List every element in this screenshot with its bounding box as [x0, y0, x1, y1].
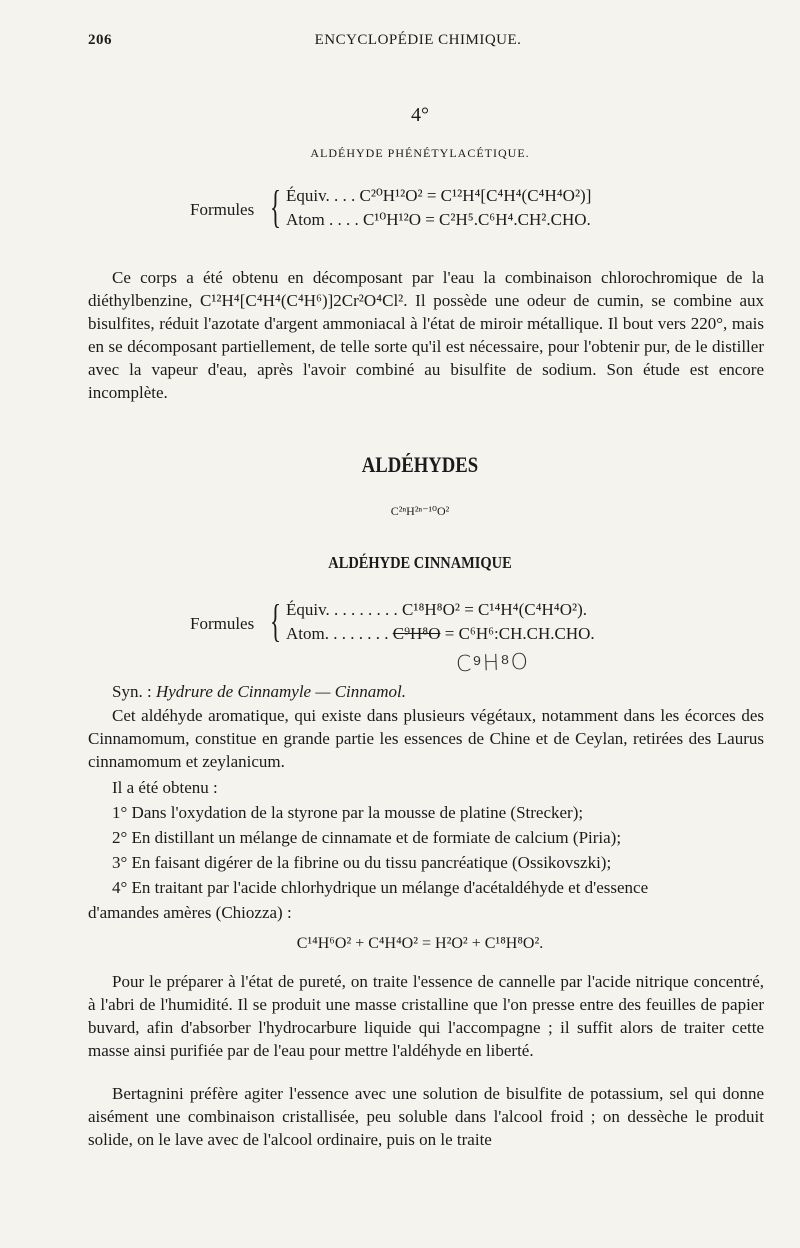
formula-atom: Atom . . . . C¹⁰H¹²O = C²H⁵.C⁶H⁴.CH².CHO.	[286, 210, 591, 229]
section-title: ALDÉHYDE PHÉNÉTYLACÉTIQUE.	[310, 146, 530, 160]
list-item: 1° Dans l'oxydation de la styrone par la mousse de platine (Strecker);	[112, 803, 584, 822]
syn-label: Syn. :	[112, 682, 152, 701]
list-item: 3° En faisant digérer de la fibrine ou du tissu pancréatique (Ossikovszki);	[112, 853, 612, 872]
formula-atom	[286, 624, 595, 644]
general-formula: C²ⁿH²ⁿ⁻¹⁰O²	[390, 504, 450, 518]
atom-formula: = C⁶H⁶:CH.CH.CHO.	[440, 624, 595, 643]
paragraph-intro	[88, 704, 764, 773]
heading-aldehydes: ALDÉHYDES	[361, 452, 479, 477]
preparation-text: Pour le préparer à l'état de pureté, on traite l'essence de cannelle par l'acide nitrique concentré, à l'abri de l'humidité. Il se produit une masse cristalline que l'on presse entre des feuilles de papier buvard, afin d'absorber l'hydrocarbure liquide qui l'accompagne ; il suffit alors de traiter cette masse ainsi purifiée par de l'eau pour mettre l'aldéhyde en liberté.	[88, 972, 764, 1060]
formulas-label: Formules	[190, 614, 255, 633]
paragraph-preparation	[88, 970, 764, 1062]
brace-glyph: {	[270, 595, 282, 646]
reaction-equation: C¹⁴H⁶O² + C⁴H⁴O² = H²O² + C¹⁸H⁸O².	[296, 935, 544, 952]
paragraph-phenetyl	[88, 266, 764, 404]
formula-equiv: Équiv. . . . C²⁰H¹²O² = C¹²H⁴[C⁴H⁴(C⁴H⁴O²)]	[286, 186, 592, 205]
formulas-label: Formules	[190, 200, 255, 219]
page-number: 206	[88, 32, 112, 48]
syn-names: Hydrure de Cinnamyle — Cinnamol.	[155, 682, 407, 701]
struck-formula: C⁹H⁸O	[392, 624, 441, 643]
brace-glyph: {	[270, 181, 282, 232]
running-title: ENCYCLOPÉDIE CHIMIQUE.	[314, 32, 522, 48]
obtained-list	[88, 775, 764, 925]
intro-text: Cet aldéhyde aromatique, qui existe dans plusieurs végétaux, notamment dans les écorces des Cinnamomum, constitue en grande partie les essences de Chine et de Ceylan, retirées des Laurus cinnamomum et zeylanicum.	[88, 706, 764, 771]
atom-label: Atom. . . . . . . .	[286, 624, 393, 643]
formula-equiv: Équiv. . . . . . . . . C¹⁸H⁸O² = C¹⁴H⁴(C⁴H⁴O²).	[286, 600, 588, 619]
list-item: 4° En traitant par l'acide chlorhydrique un mélange d'acétaldéhyde et d'essence	[112, 878, 649, 897]
list-item: 2° En distillant un mélange de cinnamate et de formiate de calcium (Piria);	[112, 828, 622, 847]
obtained-lead: Il a été obtenu :	[112, 778, 218, 797]
paragraph-bertagnini	[88, 1082, 764, 1151]
section-number: 4°	[411, 104, 429, 126]
list-item-cont: d'amandes amères (Chiozza) :	[88, 903, 292, 922]
synonyms-line	[88, 680, 764, 703]
handwritten-annotation: C⁹H⁸O	[455, 649, 530, 678]
paragraph-text: Ce corps a été obtenu en décomposant par l'eau la combinaison chlorochromique de la diéthylbenzine, C¹²H⁴[C⁴H⁴(C⁴H⁶)]2Cr²O⁴Cl². Il possède une odeur de cumin, se combine aux bisulfites, réduit l'azotate d'argent ammoniacal à l'état de miroir métallique. Il bout vers 220°, mais en se décomposant partiellement, de telle sorte qu'il est nécessaire, pour l'obtenir pur, de le distiller avec la vapeur d'eau, après l'avoir combiné au bisulfite de sodium. Son étude est encore incomplète.	[88, 268, 764, 402]
heading-cinnamic: ALDÉHYDE CINNAMIQUE	[328, 553, 512, 572]
page-header	[88, 32, 748, 56]
bertagnini-text: Bertagnini préfère agiter l'essence avec une solution de bisulfite de potassium, sel qui donne aisément une combinaison cristallisée, peu soluble dans l'alcool froid ; on dessèche le produit solide, on le lave avec de l'alcool ordinaire, puis on le traite	[88, 1084, 764, 1149]
